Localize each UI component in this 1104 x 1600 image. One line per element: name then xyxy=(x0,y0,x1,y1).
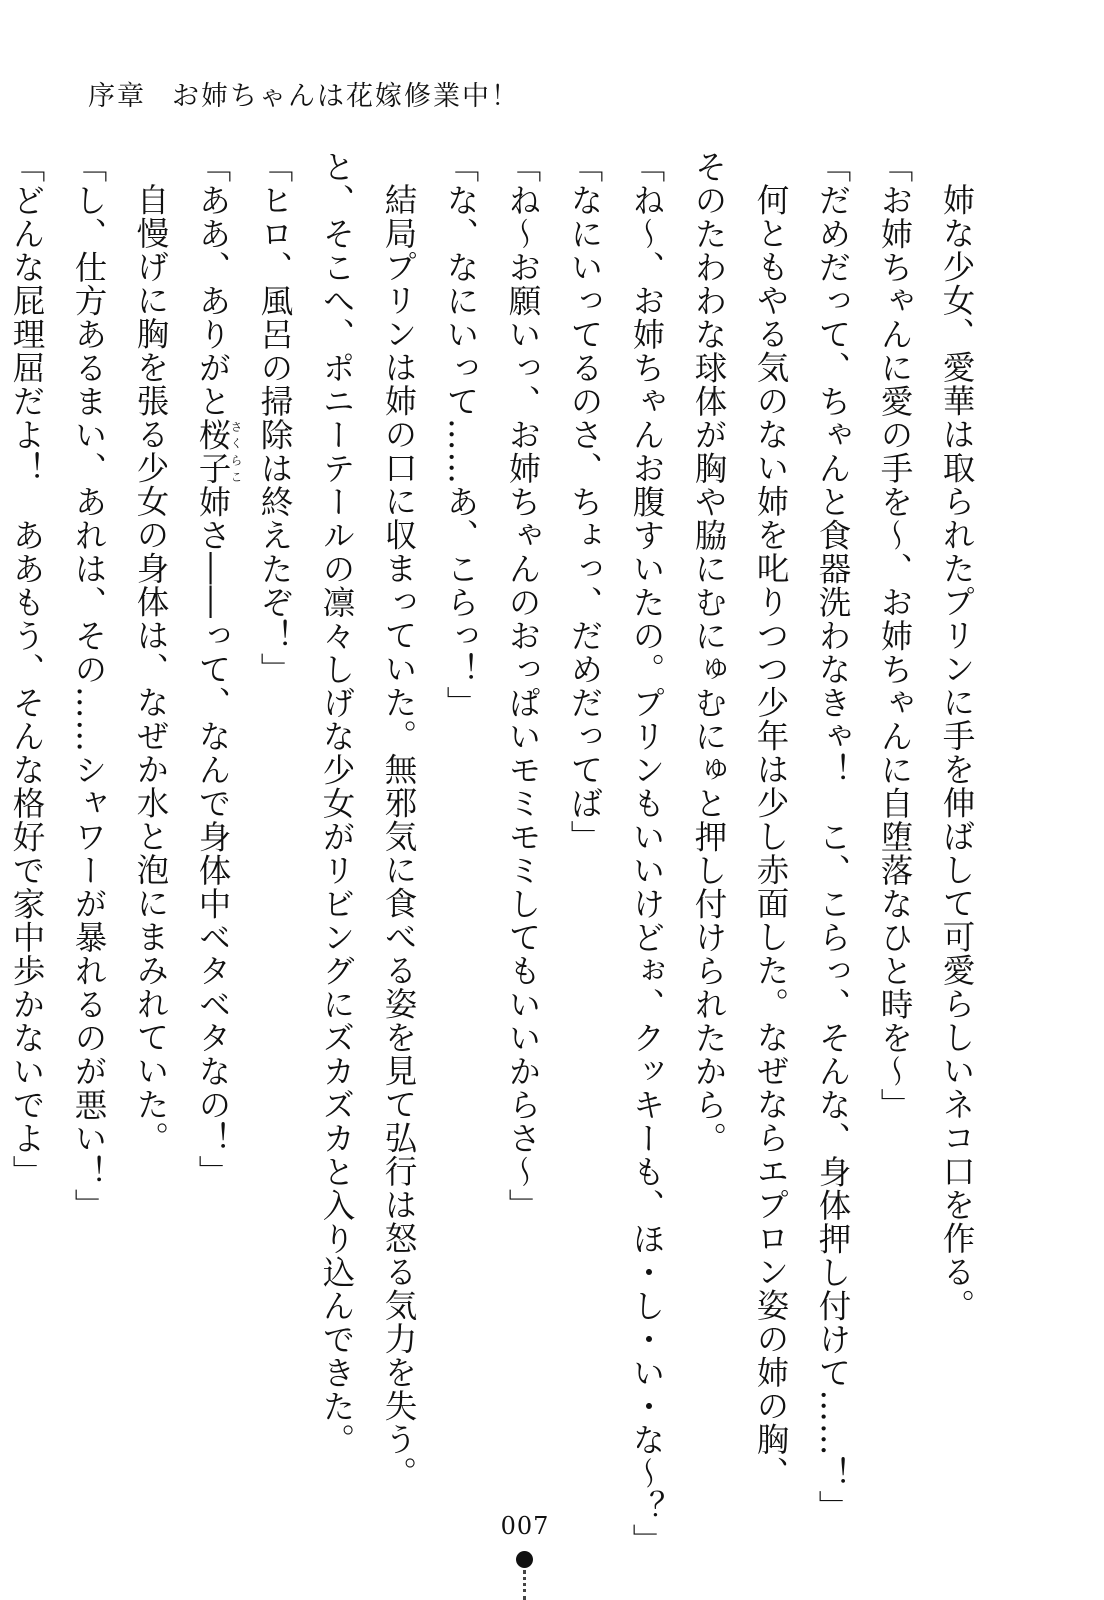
text-line: 「ね～、お姉ちゃんお腹すいたの。プリンもいいけどぉ、クッキーも、ほ・し・い・な～？」 xyxy=(628,150,666,1557)
text-line: そのたわわな球体が胸や脇にむにゅむにゅと押し付けられたから。 xyxy=(690,150,728,1155)
text-line: 「どんな屁理屈だよ！ ああもう、そんな格好で家中歩かないでよ」 xyxy=(8,150,46,1189)
folio-dot-ornament xyxy=(516,1551,533,1568)
text-line: 「お姉ちゃんに愛の手を～、お姉ちゃんに自堕落なひと時を～」 xyxy=(876,150,914,1122)
text-line: 結局プリンは姉の口に収まっていた。無邪気に食べる姿を見て弘行は怒る気力を失う。 xyxy=(380,182,418,1489)
chapter-title: お姉ちゃんは花嫁修業中！ xyxy=(172,81,520,112)
ruby-annotation: 桜子さくらこ xyxy=(194,418,243,485)
page-number: 007 xyxy=(500,1512,550,1540)
text-line: 自慢げに胸を張る少女の身体は、なぜか水と泡にまみれていた。 xyxy=(132,182,170,1154)
running-head xyxy=(88,74,520,113)
chapter-label: 序章 xyxy=(88,81,146,112)
text-line: 「ヒロ、風呂の掃除は終えたぞ！」 xyxy=(256,150,294,686)
text-line: 「だめだって、ちゃんと食器洗わなきゃ！ こ、こらっ、そんな、身体押し付けて……！」 xyxy=(814,150,852,1524)
text-line: 「し、仕方あるまい、あれは、その……シャワーが暴れるのが悪い！」 xyxy=(70,150,108,1222)
folio-dotted-rule xyxy=(523,1570,526,1600)
text-line: と、そこへ、ポニーテールの凛々しげな少女がリビングにズカズカと入り込んできた。 xyxy=(318,150,356,1457)
text-line: 「ね～お願いっ、お姉ちゃんのおっぱいモミモミしてもいいからさ～」 xyxy=(504,150,542,1222)
ruby-reading: さくらこ xyxy=(229,418,243,485)
text-line: 「なにいってるのさ、ちょっ、だめだってば」 xyxy=(566,150,604,854)
text-line: 「な、なにいって……あ、こらっ！」 xyxy=(442,150,480,720)
text-line: 何ともやる気のない姉を叱りつつ少年は少し赤面した。なぜならエプロン姿の姉の胸、 xyxy=(752,182,790,1489)
text-line: 「ああ、ありがと桜子さくらこ姉さ――って、なんで身体中ベタベタなの！」 xyxy=(194,150,243,1189)
text-line: 姉な少女、愛華は取られたプリンに手を伸ばして可愛らしいネコ口を作る。 xyxy=(938,182,976,1322)
